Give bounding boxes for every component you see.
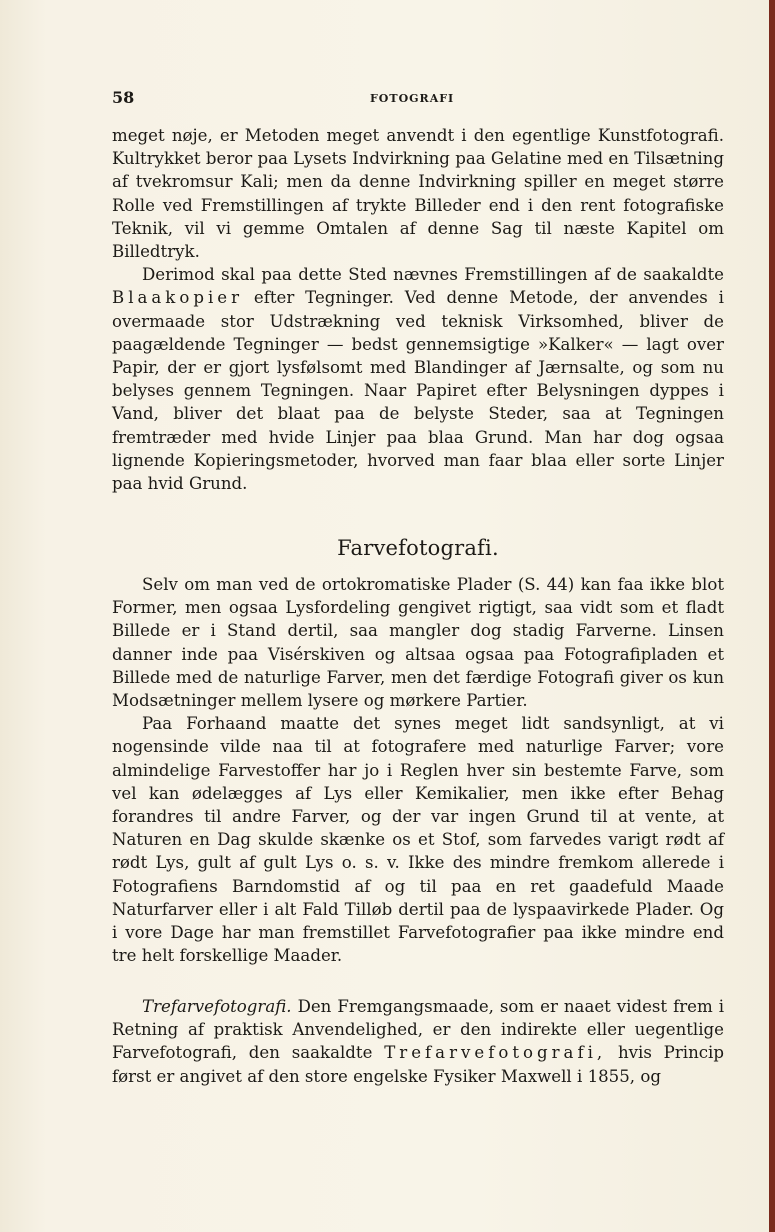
paragraph-text: hvis Princip først er angivet af den store engelske Fysiker Maxwell i 1855, og <box>112 1043 724 1086</box>
spaced-term: Blaakopier <box>112 288 244 308</box>
paragraph-kultryk: meget nøje, er Metoden meget anvendt i den egentlige Kunstfotografi. Kultrykket beror paa Lysets Indvirkning paa Gelatine med en Tilsætning af tvekromsur Kali; men da denne Indvirkning spiller en meget større Rolle ved Fremstillingen af trykte Billeder end i den rent fotografiske Teknik, vil vi gemme Omtalen af denne Sag til næste Kapitel om Billedtryk. <box>112 126 724 262</box>
paragraph-blaakopier <box>112 263 724 495</box>
paragraph-forhaand: Paa Forhaand maatte det synes meget lidt sandsynligt, at vi nogensinde vilde naa til at fotografere med naturlige Farver; vore almindelige Farvestoffer har jo i Reglen hver sin bestemte Farve, som vel kan ødelægges af Lys eller Kemikalier, men ikke efter Behag forandres til andre Farver, og der var ingen Grund til at vente, at Naturen en Dag skulde skænke os et Stof, som farvedes varigt rødt af rødt Lys, gult af gult Lys o. s. v. Ikke des mindre fremkom allerede i Fotografiens Barndomstid af og til paa en ret gaadefuld Maade Naturfarver eller i alt Fald Tilløb dertil paa de lyspaavirkede Plader. Og i vore Dage har man fremstillet Farvefotografier paa ikke mindre end tre helt forskellige Maader. <box>112 714 724 966</box>
paragraph-text: efter Tegninger. Ved denne Metode, der anvendes i overmaade stor Udstrækning ved teknisk Virksomhed, bliver de paagældende Tegninger — bedst gennemsigtige »Kalker« — lagt over Papir, der er gjort lysfølsomt med Blandinger af Jærnsalte, og som nu belyses gennem Tegningen. Naar Papiret efter Belysningen dyppes i Vand, bliver det blaat paa de belyste Steder, saa at Tegningen fremtræder med hvide Linjer paa blaa Grund. Man har dog ogsaa lignende Kopieringsmetoder, hvorved man faar blaa eller sorte Linjer paa hvid Grund. <box>112 288 724 494</box>
section-heading: Farvefotografi. <box>337 536 499 560</box>
paragraph-text: Derimod skal paa dette Sted nævnes Fremstillingen af de saakaldte <box>142 265 724 285</box>
page-edge <box>769 0 775 1232</box>
page-number: 58 <box>112 88 135 107</box>
italic-subheading: Trefarvefotografi. <box>142 997 292 1016</box>
paragraph-ortokromatiske: Selv om man ved de ortokromatiske Plader (S. 44) kan faa ikke blot Former, men ogsaa Lysfordeling gengivet rigtigt, saa vidt som et fladt Billede er i Stand dertil, saa mangler dog stadig Farverne. Linsen danner inde paa Visérskiven og altsaa ogsaa paa Fotografipladen et Billede med de naturlige Farver, men det færdige Fotografi giver os kun Modsætninger mellem lysere og mørkere Partier. <box>112 575 724 711</box>
paragraph-trefarvefotografi <box>112 995 724 1088</box>
body-text-section-1 <box>112 124 724 495</box>
body-text-section-3 <box>112 995 724 1088</box>
page-header <box>112 88 724 110</box>
paragraph-text: Den Fremgangsmaade, som er naaet videst frem i Retning af praktisk Anvendelighed, er den indirekte eller uegentlige Farvefotografi, den saakaldte <box>112 997 724 1063</box>
spaced-term: Trefarvefotografi, <box>384 1043 607 1063</box>
running-title: FOTOGRAFI <box>370 92 455 105</box>
body-text-section-2 <box>112 573 724 967</box>
